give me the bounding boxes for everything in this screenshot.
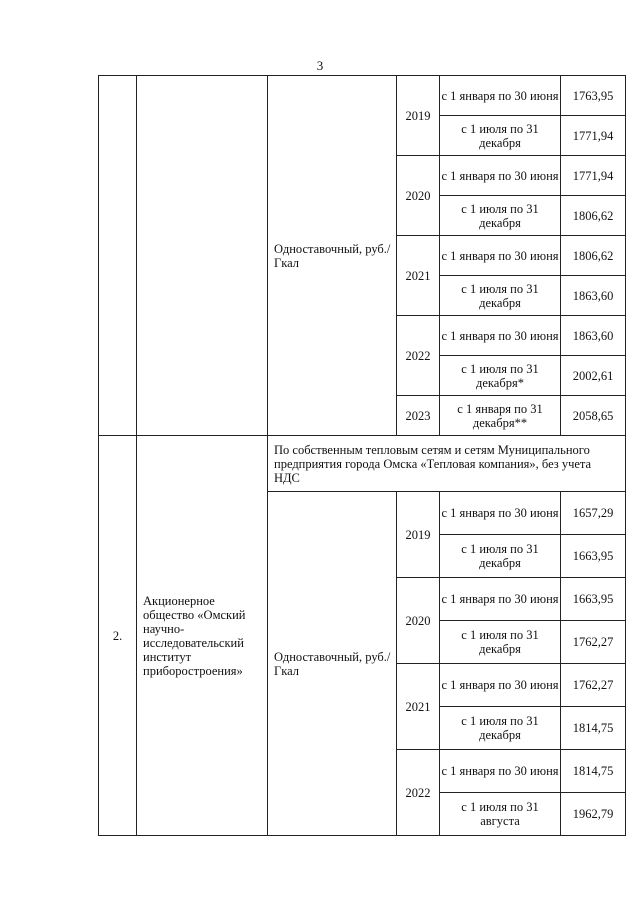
organization-cell (137, 76, 268, 436)
value-cell: 1806,62 (561, 236, 626, 276)
note-cell: По собственным тепловым сетям и сетям Муниципального предприятия города Омска «Тепловая компания», без учета НДС (268, 436, 626, 492)
year-cell: 2023 (397, 396, 440, 436)
value-cell: 1814,75 (561, 750, 626, 793)
period-cell: с 1 июля по 31 августа (440, 793, 561, 836)
value-cell: 1762,27 (561, 621, 626, 664)
period-cell: с 1 июля по 31 декабря (440, 707, 561, 750)
rate-type-cell: Одноставочный, руб./Гкал (268, 76, 397, 436)
period-cell: с 1 января по 30 июня (440, 750, 561, 793)
period-cell: с 1 января по 30 июня (440, 578, 561, 621)
row-number-cell (99, 76, 137, 436)
value-cell: 1814,75 (561, 707, 626, 750)
year-cell: 2022 (397, 316, 440, 396)
value-cell: 1657,29 (561, 492, 626, 535)
value-cell: 1962,79 (561, 793, 626, 836)
year-cell: 2021 (397, 236, 440, 316)
year-cell: 2020 (397, 156, 440, 236)
year-cell: 2021 (397, 664, 440, 750)
period-cell: с 1 июля по 31 декабря (440, 116, 561, 156)
value-cell: 1771,94 (561, 116, 626, 156)
period-cell: с 1 января по 30 июня (440, 492, 561, 535)
table-row (99, 436, 626, 492)
organization-cell: Акционерное общество «Омский научно-исследовательский институт приборостроения» (137, 436, 268, 836)
period-cell: с 1 января по 30 июня (440, 664, 561, 707)
value-cell: 1663,95 (561, 535, 626, 578)
period-cell: с 1 июля по 31 декабря (440, 276, 561, 316)
value-cell: 1763,95 (561, 76, 626, 116)
period-cell: с 1 июля по 31 декабря (440, 196, 561, 236)
period-cell: с 1 июля по 31 декабря (440, 621, 561, 664)
period-cell: с 1 января по 30 июня (440, 236, 561, 276)
value-cell: 1663,95 (561, 578, 626, 621)
period-cell: с 1 января по 30 июня (440, 316, 561, 356)
rate-type-cell: Одноставочный, руб./Гкал (268, 492, 397, 836)
value-cell: 1771,94 (561, 156, 626, 196)
year-cell: 2022 (397, 750, 440, 836)
value-cell: 2058,65 (561, 396, 626, 436)
period-cell: с 1 января по 30 июня (440, 156, 561, 196)
value-cell: 1762,27 (561, 664, 626, 707)
value-cell: 1806,62 (561, 196, 626, 236)
year-cell: 2019 (397, 492, 440, 578)
period-cell: с 1 июля по 31 декабря* (440, 356, 561, 396)
page-number: 3 (316, 58, 324, 73)
tariff-table (98, 75, 626, 836)
period-cell: с 1 января по 30 июня (440, 76, 561, 116)
year-cell: 2020 (397, 578, 440, 664)
value-cell: 2002,61 (561, 356, 626, 396)
period-cell: с 1 июля по 31 декабря (440, 535, 561, 578)
row-number-cell: 2. (99, 436, 137, 836)
period-cell: с 1 января по 31 декабря** (440, 396, 561, 436)
table-row (99, 76, 626, 116)
value-cell: 1863,60 (561, 316, 626, 356)
value-cell: 1863,60 (561, 276, 626, 316)
year-cell: 2019 (397, 76, 440, 156)
